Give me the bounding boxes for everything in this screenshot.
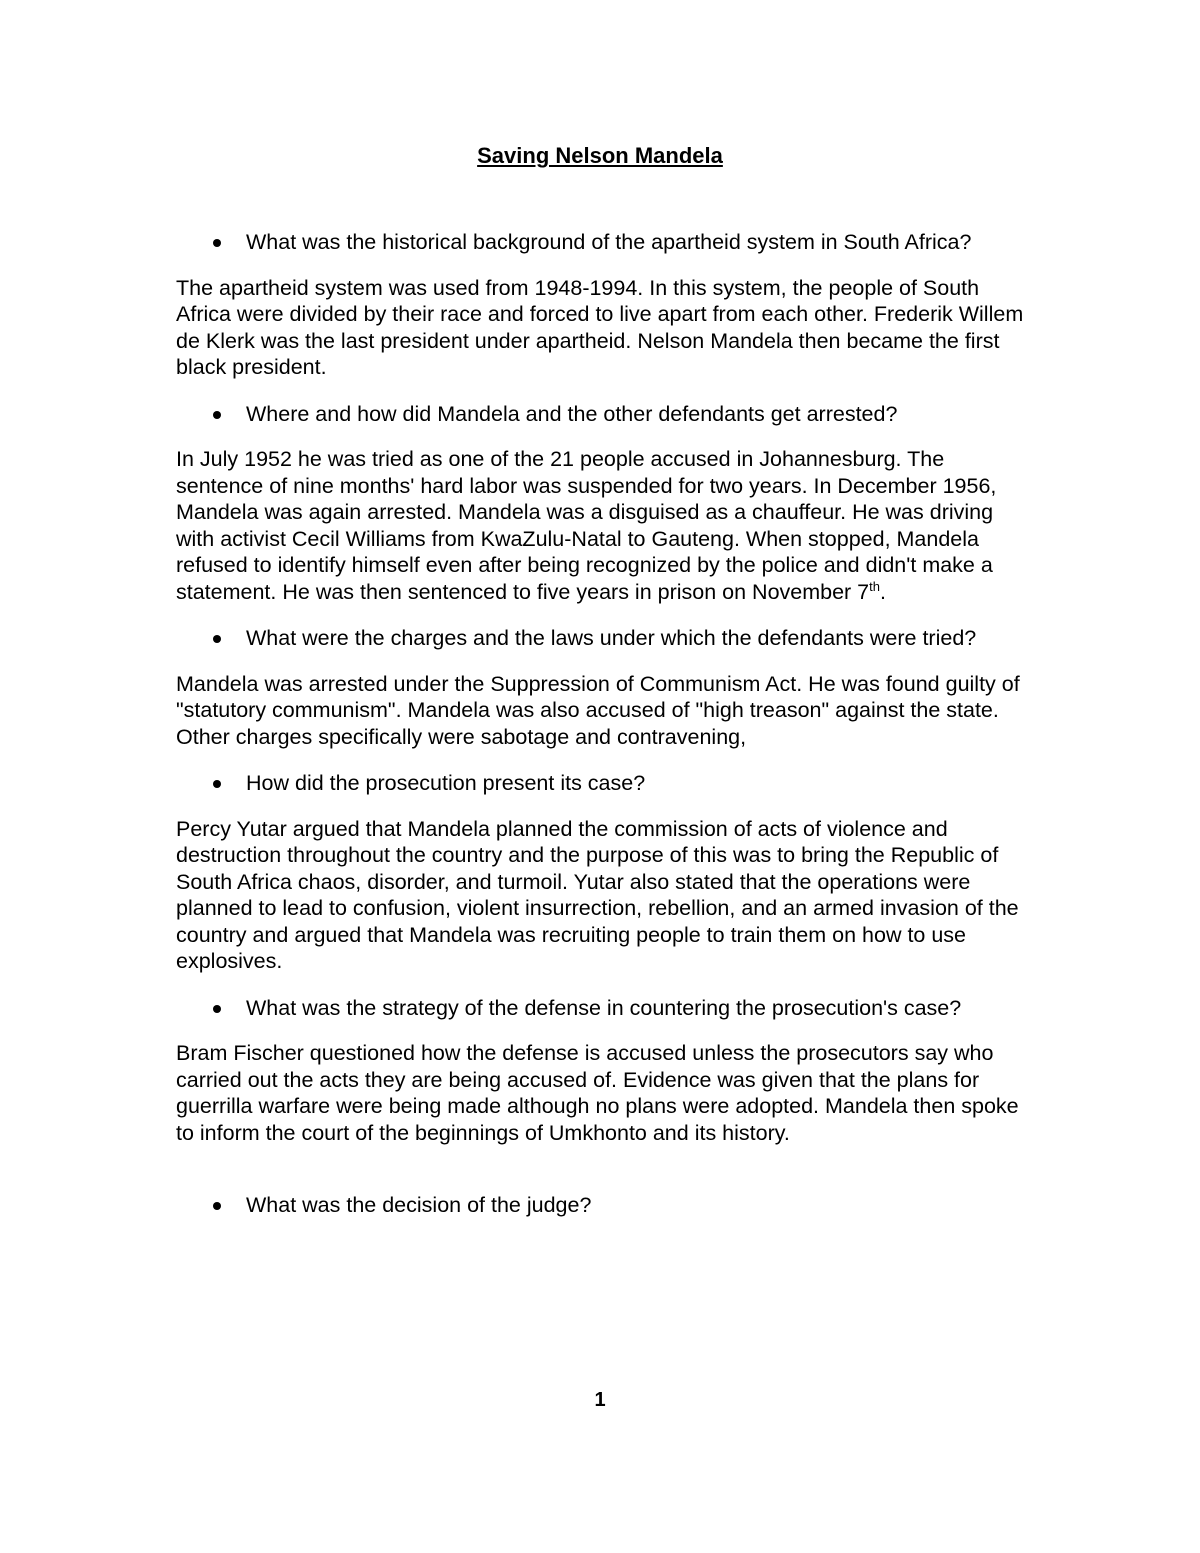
question-text: What was the strategy of the defense in countering the prosecution's case? — [246, 995, 962, 1020]
page-number: 1 — [594, 1389, 606, 1411]
answer-paragraph: Mandela was arrested under the Suppression of Communism Act. He was found guilty of "statutory communism". Mandela was also accused of "high treason" against the state. Other charges specifically were sabotage and contravening, — [176, 671, 1020, 749]
answer-paragraph: Bram Fischer questioned how the defense is accused unless the prosecutors say who carried out the acts they are being accused of. Evidence was given that the plans for guerrilla warfare were being made although no plans were adopted. Mandela then spoke to inform the court of the beginnings of Umkhonto and its history. — [176, 1041, 1019, 1145]
question-item — [176, 770, 1032, 797]
answer-paragraph: Percy Yutar argued that Mandela planned the commission of acts of violence and destruction throughout the country and the purpose of this was to bring the Republic of South Africa chaos, disorder, and turmoil. Yutar also stated that the operations were planned to lead to confusion, violent insurrection, rebellion, and an armed invasion of the country and argued that Mandela was recruiting people to train them on how to use explosives. — [176, 816, 1019, 973]
bullet-icon — [213, 635, 221, 643]
bullet-icon — [213, 411, 221, 419]
question-text: What were the charges and the laws under which the defendants were tried? — [246, 626, 977, 650]
question-text: What was the decision of the judge? — [246, 1193, 592, 1217]
answer-text: In July 1952 he was tried as one of the 21 people accused in Johannesburg. The sentence of nine months' hard labor was suspended for two years. In December 1956, Mandela was again arrested. Mandela was a disguised as a chauffeur. He was driving with activist Cecil Williams from KwaZulu-Natal to Gauteng. When stopped, Mandela refused to identify himself even after being recognized by the police and didn't make a statement. He was then sentenced to five years in prison on November 7 — [176, 447, 997, 604]
bullet-icon — [213, 239, 221, 247]
question-item — [176, 1192, 1032, 1219]
ordinal-suffix: th — [869, 578, 880, 594]
answer-paragraph: The apartheid system was used from 1948-1994. In this system, the people of South Africa were divided by their race and forced to live apart from each other. Frederik Willem de Klerk was the last president under apartheid. Nelson Mandela then became the first black president. — [176, 275, 1024, 379]
document-title: Saving Nelson Mandela — [477, 143, 723, 168]
bullet-icon — [213, 1202, 221, 1210]
answer-end: . — [880, 579, 886, 604]
question-item — [176, 401, 1032, 428]
question-text: Where and how did Mandela and the other defendants get arrested? — [246, 401, 898, 426]
document-body — [176, 229, 1032, 1219]
question-text: How did the prosecution present its case? — [246, 771, 646, 795]
question-item — [176, 229, 1032, 256]
question-text: What was the historical background of the apartheid system in South Africa? — [246, 230, 972, 254]
question-item — [176, 995, 1032, 1022]
answer-paragraph — [176, 446, 1032, 605]
question-item — [176, 625, 1032, 652]
bullet-icon — [213, 780, 221, 788]
bullet-icon — [213, 1005, 221, 1013]
